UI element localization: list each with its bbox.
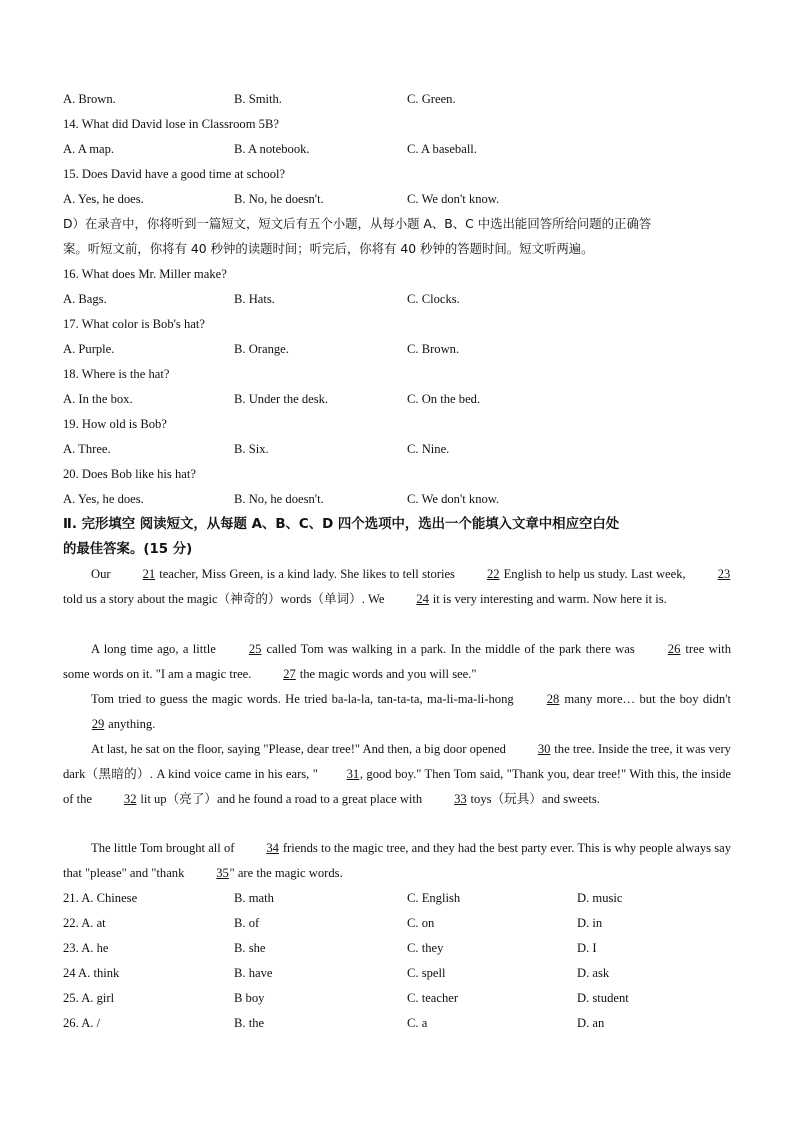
passage-text: many more… but the boy didn't — [560, 692, 731, 706]
q26-option-d: D. an — [577, 1016, 605, 1030]
q17-option-c: C. Brown. — [407, 342, 460, 356]
passage-paragraph-2 — [63, 637, 731, 687]
part-d-instruction-line2: 案。听短文前，你将有 40 秒钟的读题时间；听完后，你将有 40 秒钟的答题时间。短文听两遍。 — [63, 241, 594, 256]
q24-option-c: C. spell — [407, 966, 446, 980]
passage-paragraph-3 — [63, 687, 731, 737]
q14-option-a: A. A map. — [63, 142, 115, 156]
q13-option-a: A. Brown. — [63, 92, 116, 106]
q14-option-c: C. A baseball. — [407, 142, 477, 156]
q22-option-b: B. of — [234, 916, 260, 930]
q24-option-d: D. ask — [577, 966, 610, 980]
q13-option-c: C. Green. — [407, 92, 456, 106]
q24-option-b: B. have — [234, 966, 273, 980]
q21-option-c: C. English — [407, 891, 461, 905]
q16-option-a: A. Bags. — [63, 292, 107, 306]
blank-23: 23 — [717, 567, 731, 581]
q20-option-a: A. Yes, he does. — [63, 492, 144, 506]
blank-26: 26 — [667, 642, 681, 656]
q22-option-d: D. in — [577, 916, 603, 930]
blank-30: 30 — [537, 742, 551, 756]
passage-text: tree with some words on it. "I am a magic tree. — [63, 642, 731, 681]
q17-question: 17. What color is Bob's hat? — [63, 317, 205, 331]
passage-text: The little Tom brought all of — [91, 841, 238, 855]
passage-text: Tom tried to guess the magic words. He tried ba-la-la, tan-ta-ta, ma-li-ma-li-hong — [91, 692, 519, 706]
passage-text: At last, he sat on the floor, saying "Please, dear tree!" And then, a big door opened — [91, 742, 510, 756]
q23-option-c: C. they — [407, 941, 444, 955]
passage-text: English to help us study. Last week, — [500, 567, 690, 581]
q23-option-b: B. she — [234, 941, 266, 955]
q15-question: 15. Does David have a good time at school? — [63, 167, 286, 181]
q20-question: 20. Does Bob like his hat? — [63, 467, 196, 481]
passage-text: it is very interesting and warm. Now here it is. — [429, 592, 667, 606]
q19-option-a: A. Three. — [63, 442, 111, 456]
passage-text: " are the magic words. — [229, 866, 343, 880]
blank-27: 27 — [283, 667, 296, 681]
passage-text: anything. — [105, 717, 156, 731]
q16-option-b: B. Hats. — [234, 292, 275, 306]
passage-text: the tree. Inside the tree, it was very dark（黑暗的）. A kind voice came in his ears, " — [63, 742, 731, 781]
q22-option-a: 22. A. at — [63, 916, 106, 930]
blank-21: 21 — [142, 567, 156, 581]
q15-option-b: B. No, he doesn't. — [234, 192, 324, 206]
passage-text: the magic words and you will see." — [296, 667, 477, 681]
blank-33: 33 — [454, 792, 467, 806]
q20-option-c: C. We don't know. — [407, 492, 500, 506]
part-d-instruction-line1: D）在录音中，你将听到一篇短文，短文后有五个小题，从每小题 A、B、C 中选出能回答所给问题的正确答 — [63, 216, 652, 231]
blank-34: 34 — [266, 841, 279, 855]
q15-option-c: C. We don't know. — [407, 192, 500, 206]
q21-option-d: D. music — [577, 891, 623, 905]
q18-question: 18. Where is the hat? — [63, 367, 170, 381]
passage-paragraph-4 — [63, 737, 731, 812]
q26-option-c: C. a — [407, 1016, 428, 1030]
q16-question: 16. What does Mr. Miller make? — [63, 267, 227, 281]
q19-option-c: C. Nine. — [407, 442, 450, 456]
section2-title-line2: 的最佳答案。(15 分) — [63, 542, 193, 557]
q25-option-a: 25. A. girl — [63, 991, 115, 1005]
passage-text: told us a story about the magic（神奇的）words（单词）. We — [63, 592, 388, 606]
q19-option-b: B. Six. — [234, 442, 269, 456]
q21-option-b: B. math — [234, 891, 274, 905]
passage-text: , good boy." Then Tom said, "Thank you, dear tree!" With this, the inside of the — [63, 767, 731, 806]
blank-24: 24 — [416, 592, 429, 606]
blank-35: 35 — [216, 866, 229, 880]
q25-option-d: D. student — [577, 991, 629, 1005]
q17-option-b: B. Orange. — [234, 342, 289, 356]
q15-option-a: A. Yes, he does. — [63, 192, 144, 206]
q19-question: 19. How old is Bob? — [63, 417, 167, 431]
q23-option-d: D. I — [577, 941, 597, 955]
q22-option-c: C. on — [407, 916, 435, 930]
q16-option-c: C. Clocks. — [407, 292, 460, 306]
q26-option-b: B. the — [234, 1016, 265, 1030]
q18-option-a: A. In the box. — [63, 392, 133, 406]
blank-28: 28 — [546, 692, 560, 706]
q18-option-b: B. Under the desk. — [234, 392, 329, 406]
passage-text: A long time ago, a little — [91, 642, 221, 656]
q20-option-b: B. No, he doesn't. — [234, 492, 324, 506]
passage-text: called Tom was walking in a park. In the middle of the park there was — [262, 642, 640, 656]
q14-option-b: B. A notebook. — [234, 142, 310, 156]
q25-option-b: B boy — [234, 991, 265, 1005]
q17-option-a: A. Purple. — [63, 342, 115, 356]
blank-31: 31 — [346, 767, 360, 781]
q24-option-a: 24 A. think — [63, 966, 120, 980]
passage-text: Our — [91, 567, 114, 581]
q14-question: 14. What did David lose in Classroom 5B? — [63, 117, 279, 131]
q18-option-c: C. On the bed. — [407, 392, 481, 406]
q21-option-a: 21. A. Chinese — [63, 891, 138, 905]
blank-25: 25 — [248, 642, 262, 656]
q25-option-c: C. teacher — [407, 991, 459, 1005]
passage-text: lit up（亮了）and he found a road to a great place with — [137, 792, 426, 806]
blank-22: 22 — [486, 567, 500, 581]
q13-option-b: B. Smith. — [234, 92, 282, 106]
passage-text: toys（玩具）and sweets. — [467, 792, 600, 806]
passage-paragraph-5 — [63, 836, 731, 886]
section2-title-line1: Ⅱ. 完形填空 阅读短文，从每题 A、B、C、D 四个选项中，选出一个能填入文章中相应空白处 — [63, 517, 620, 532]
q23-option-a: 23. A. he — [63, 941, 109, 955]
blank-29: 29 — [91, 717, 105, 731]
passage-text: friends to the magic tree, and they had the best party ever. This is why people always say that "please" and "thank — [63, 841, 731, 880]
passage-paragraph-1 — [63, 562, 731, 612]
blank-32: 32 — [123, 792, 137, 806]
q26-option-a: 26. A. / — [63, 1016, 101, 1030]
passage-text: teacher, Miss Green, is a kind lady. She likes to tell stories — [155, 567, 459, 581]
